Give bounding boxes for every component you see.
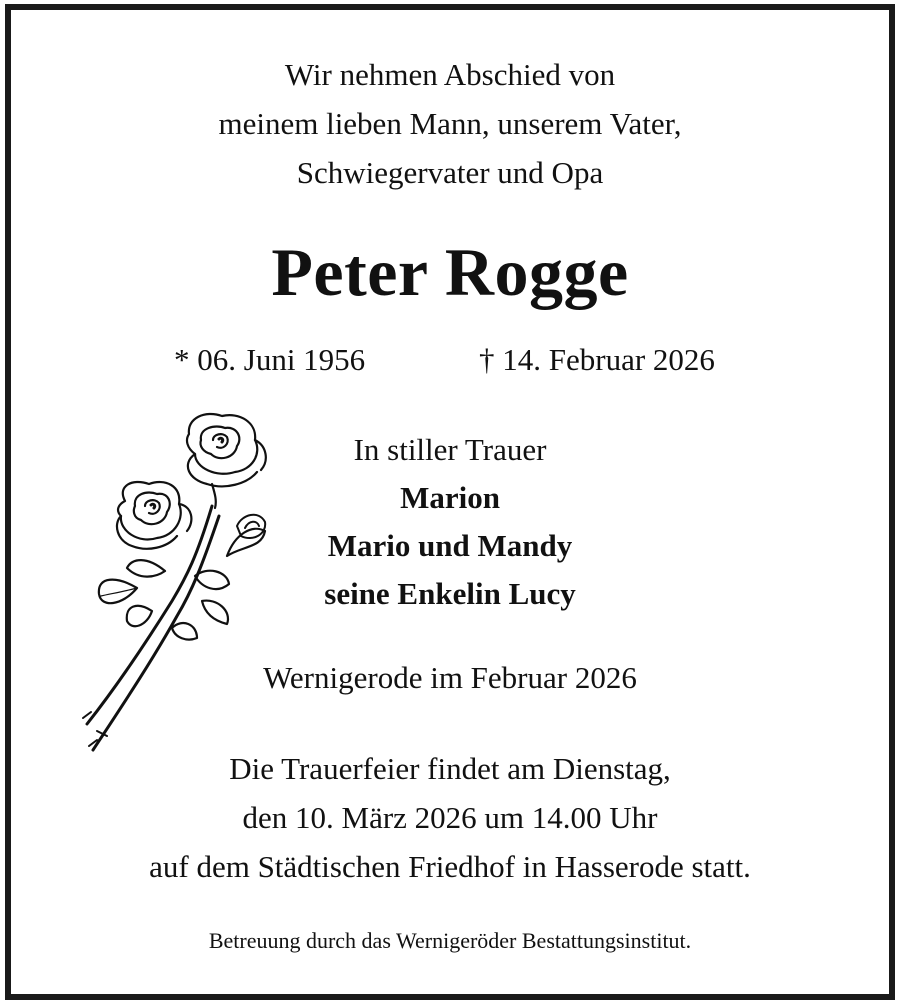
intro-line-1: Wir nehmen Abschied von [284, 57, 616, 92]
mourner-name: Marion [400, 480, 500, 515]
obituary-notice [5, 4, 895, 1000]
deceased-name: Peter Rogge [271, 234, 629, 310]
mourner-name: seine Enkelin Lucy [324, 576, 576, 611]
place-and-date: Wernigerode im Februar 2026 [263, 660, 637, 695]
birth-date: * 06. Juni 1956 [174, 342, 366, 377]
farewell-intro [11, 50, 889, 197]
ceremony-line-2: den 10. März 2026 um 14.00 Uhr [242, 800, 658, 835]
mourners-intro: In stiller Trauer [353, 432, 547, 467]
death-date: † 14. Februar 2026 [479, 342, 715, 377]
funeral-home-note: Betreuung durch das Wernigeröder Bestattungsinstitut. [208, 928, 692, 953]
ceremony-line-1: Die Trauerfeier findet am Dienstag, [229, 751, 671, 786]
mourners-section [11, 426, 889, 618]
ceremony-line-3: auf dem Städtischen Friedhof in Hasserode statt. [149, 849, 751, 884]
intro-line-2: meinem lieben Mann, unserem Vater, [218, 106, 682, 141]
intro-line-3: Schwiegervater und Opa [296, 155, 604, 190]
funeral-ceremony-info [11, 744, 889, 891]
mourner-name: Mario und Mandy [327, 528, 573, 563]
